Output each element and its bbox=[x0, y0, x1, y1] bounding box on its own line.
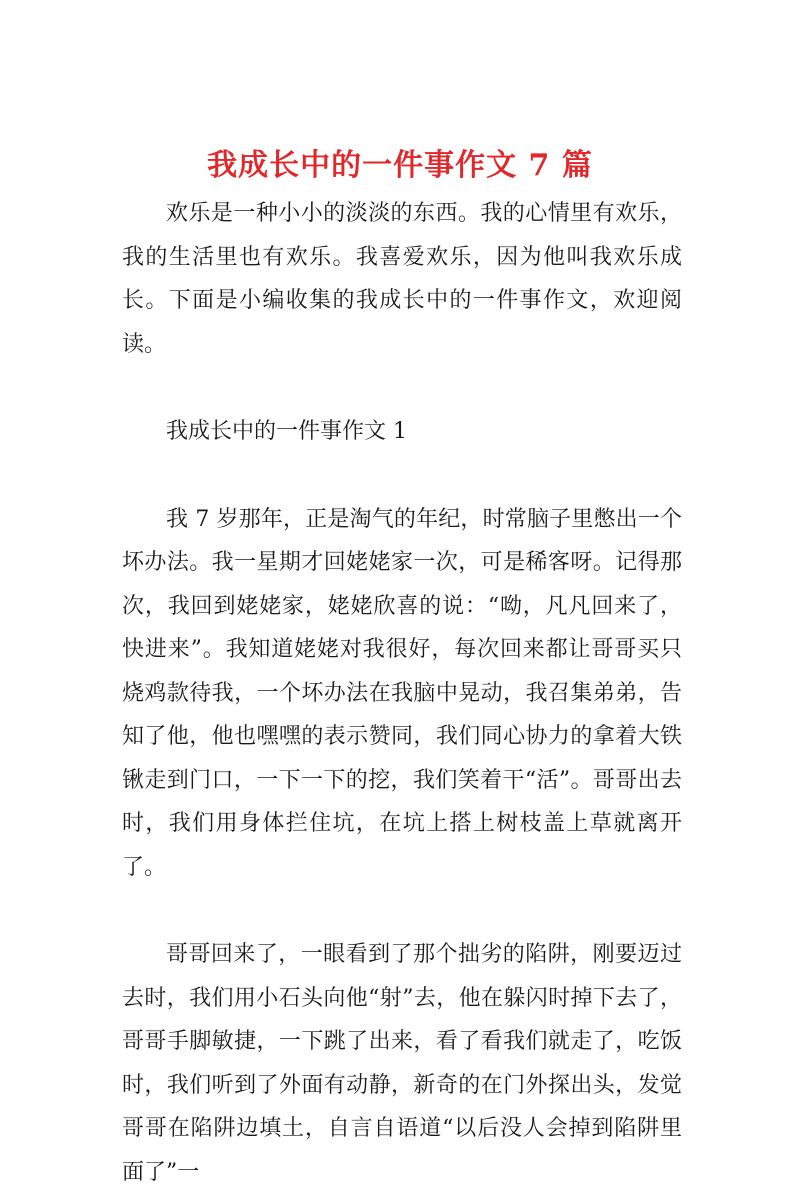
paragraph-gap bbox=[122, 366, 682, 410]
paragraph-gap bbox=[122, 889, 682, 933]
section-heading: 我成长中的一件事作文 1 bbox=[166, 419, 407, 444]
essay-paragraph: 我 7 岁那年，正是淘气的年纪，时常脑子里憋出一个坏办法。我一星期才回姥姥家一次，可是稀客呀。记得那次，我回到姥姥家，姥姥欣喜的说：“呦，凡凡回来了，快进来”。我知道姥姥对我很好，每次回来都让哥哥买只烧鸡款待我，一个坏办法在我脑中晃动，我召集弟弟，告知了他，他也嘿嘿的表示赞同，我们同心协力的拿着大铁锹走到门口，一下一下的挖，我们笑着干“活”。哥哥出去时，我们用身体拦住坑，在坑上搭上树枝盖上草就离开了。 bbox=[122, 506, 682, 880]
essay-paragraph: 哥哥回来了，一眼看到了那个拙劣的陷阱，刚要迈过去时，我们用小石头向他“射”去，他在躲闪时掉下去了，哥哥手脚敏捷，一下跳了出来，看了看我们就走了，吃饭时，我们听到了外面有动静，新奇的在门外探出头，发觉哥哥在陷阱边填土，自言自语道“以后没人会掉到陷阱里面了”一 bbox=[122, 942, 682, 1185]
paragraph-gap bbox=[122, 454, 682, 498]
document-title: 我成长中的一件事作文 7 篇 bbox=[207, 148, 593, 184]
intro-paragraph: 欢乐是一种小小的淡淡的东西。我的心情里有欢乐，我的生活里也有欢乐。我喜爱欢乐，因为他叫我欢乐成长。下面是小编收集的我成长中的一件事作文，欢迎阅读。 bbox=[122, 201, 682, 357]
document-body bbox=[122, 192, 682, 1194]
